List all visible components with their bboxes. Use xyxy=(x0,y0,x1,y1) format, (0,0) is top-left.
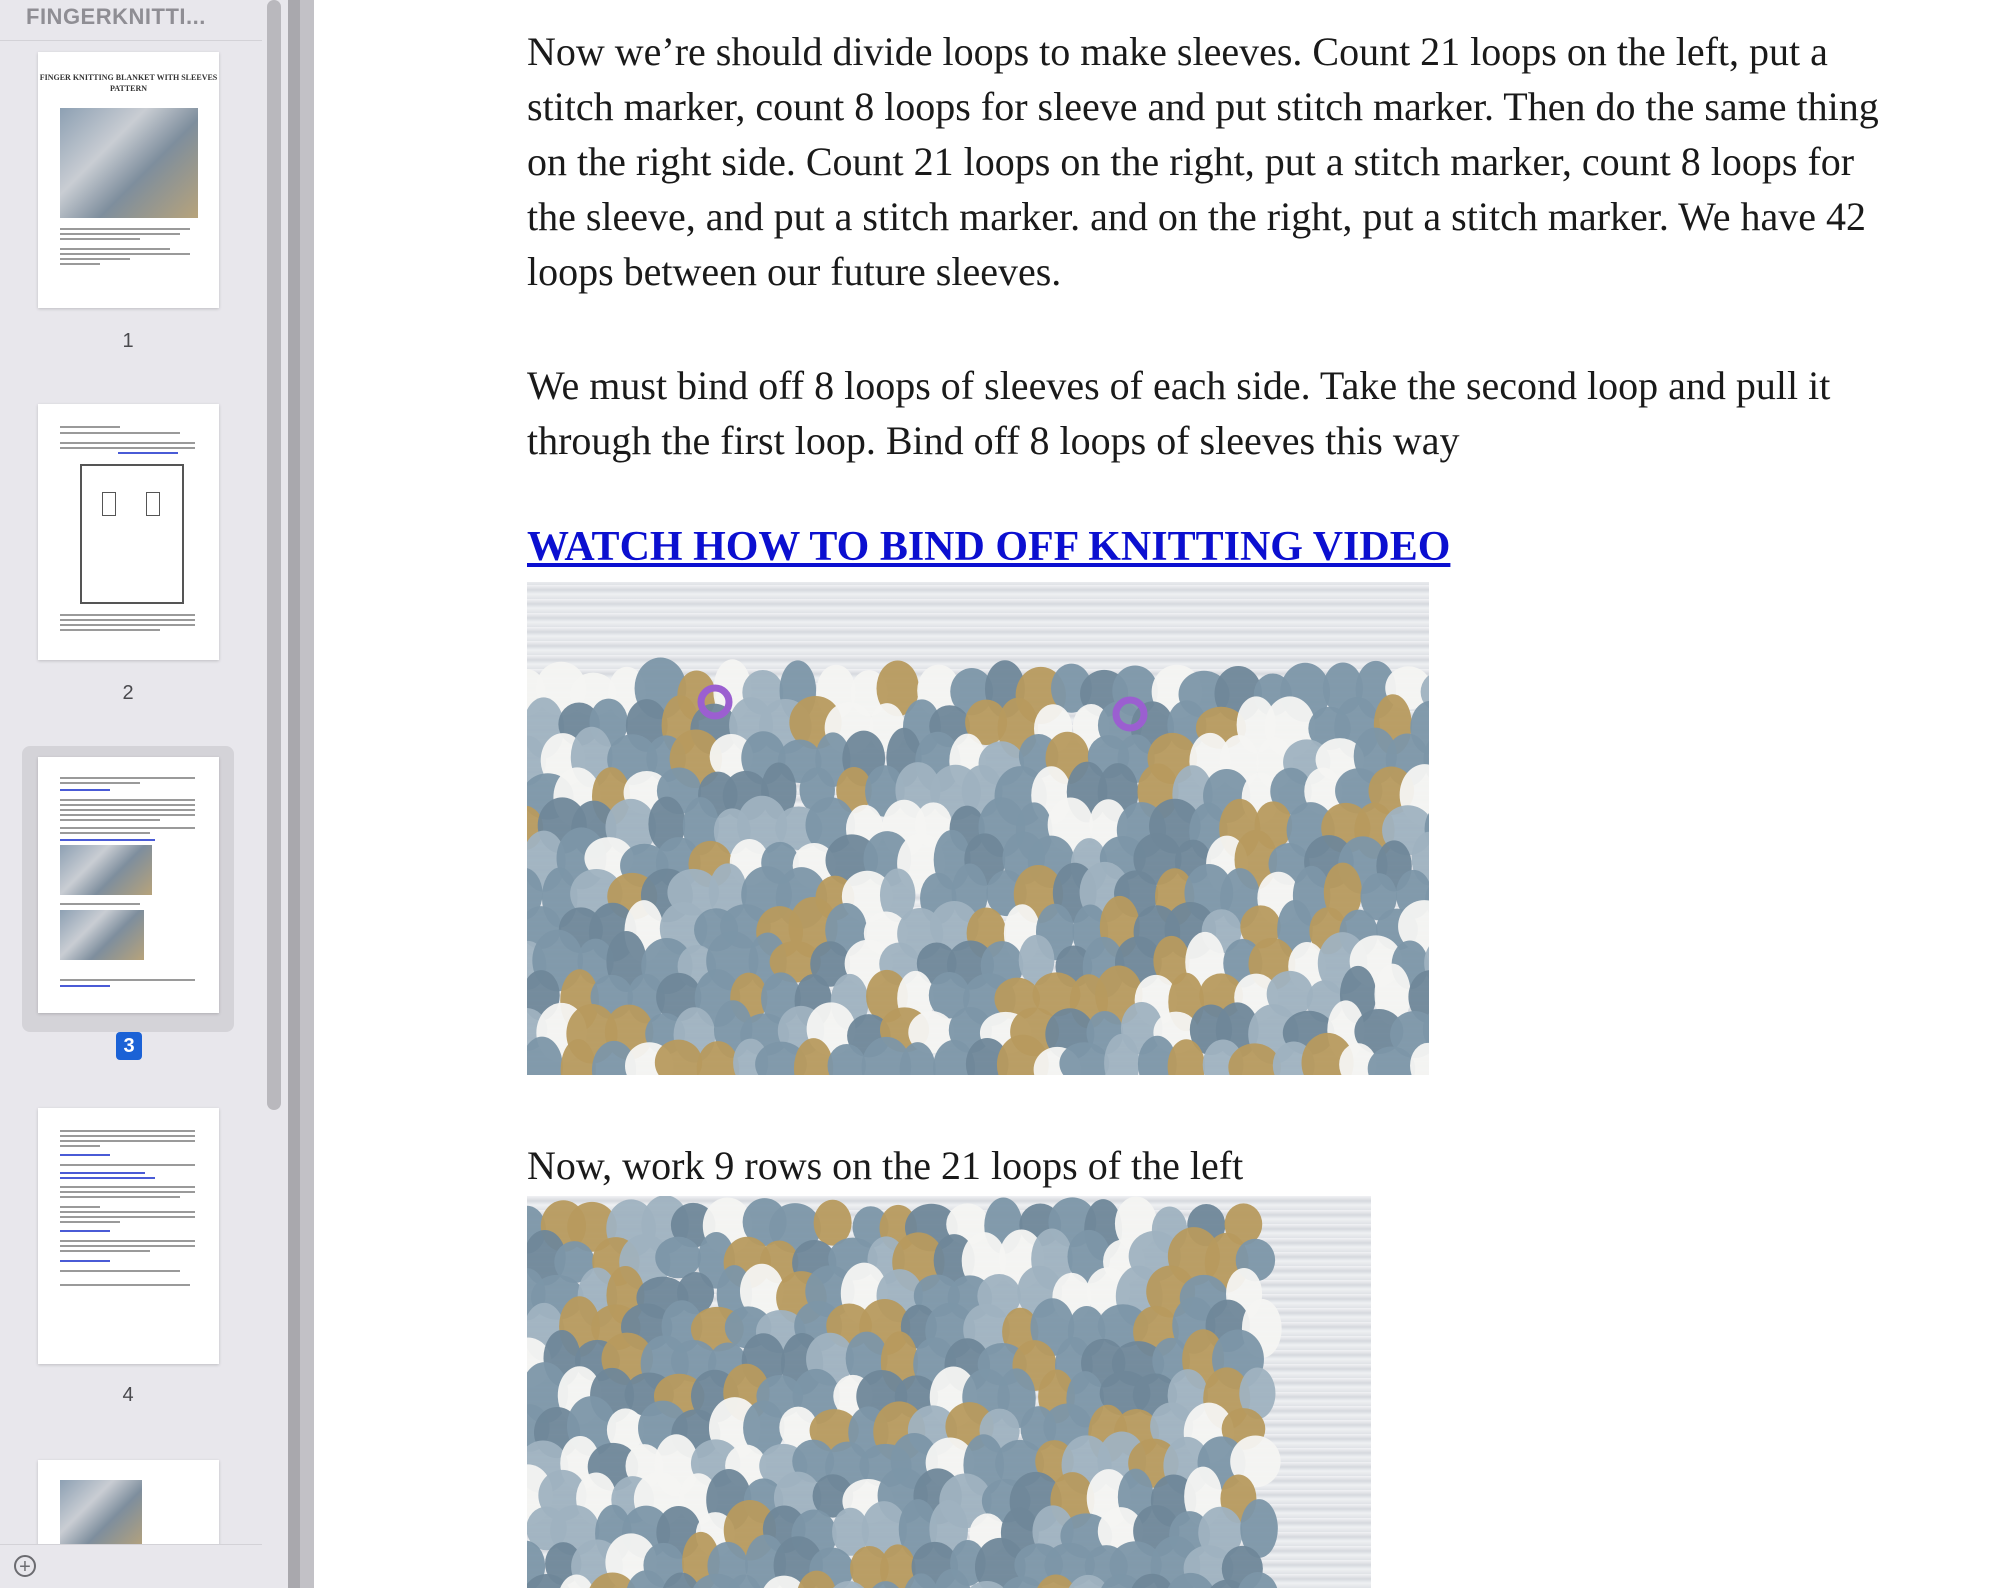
paragraph-bind-off: We must bind off 8 loops of sleeves of each side. Take the second loop and pull it through the first loop. Bind off 8 loops of sleeves this way xyxy=(527,363,1831,463)
paragraph-divide-loops: Now we’re should divide loops to make sleeves. Count 21 loops on the left, put a stitch marker, count 8 loops for sleeve and put stitch marker. Then do the same thing on the right side. Count 21 loops on the right, put a stitch marker, count 8 loops for the sleeve, and put a stitch marker. and on the right, put a stitch marker. We have 42 loops between our future sleeves. xyxy=(527,29,1879,294)
page-number-3[interactable]: 3 xyxy=(116,1032,142,1060)
diagram-outline xyxy=(80,464,184,604)
yarn-texture xyxy=(527,1196,1371,1588)
bind-off-photo xyxy=(527,582,1429,1075)
thumbnail-photo xyxy=(60,108,198,218)
thumbnail-sidebar xyxy=(0,0,288,1588)
page-thumbnail-4[interactable] xyxy=(38,1108,219,1364)
sidebar-footer xyxy=(0,1544,262,1588)
paragraph-work-rows: Now, work 9 rows on the 21 loops of the left xyxy=(527,1143,1244,1188)
splitter-handle[interactable] xyxy=(300,0,314,1588)
page-thumbnail-3[interactable] xyxy=(38,757,219,1013)
thumbnail-title: FINGER KNITTING BLANKET WITH SLEEVES PATTERN xyxy=(39,73,218,93)
yarn-texture xyxy=(527,582,1429,1075)
page-thumbnail-1[interactable] xyxy=(38,52,219,308)
document-page xyxy=(314,0,2000,1588)
yarn-stitch xyxy=(655,1237,701,1279)
bind-off-video-link[interactable]: WATCH HOW TO BIND OFF KNITTING VIDEO xyxy=(527,524,1451,570)
left-side-rows-photo xyxy=(527,1196,1371,1588)
page-number-2[interactable]: 2 xyxy=(122,682,134,704)
page-thumbnail-2[interactable] xyxy=(38,404,219,660)
page-number-1[interactable]: 1 xyxy=(122,330,134,352)
sidebar-scrollbar[interactable] xyxy=(267,0,281,1110)
document-title: FINGERKNITTI... xyxy=(26,4,206,29)
title-divider xyxy=(0,40,262,41)
plus-circle-icon[interactable]: + xyxy=(14,1555,36,1577)
page-number-4[interactable]: 4 xyxy=(122,1384,134,1406)
